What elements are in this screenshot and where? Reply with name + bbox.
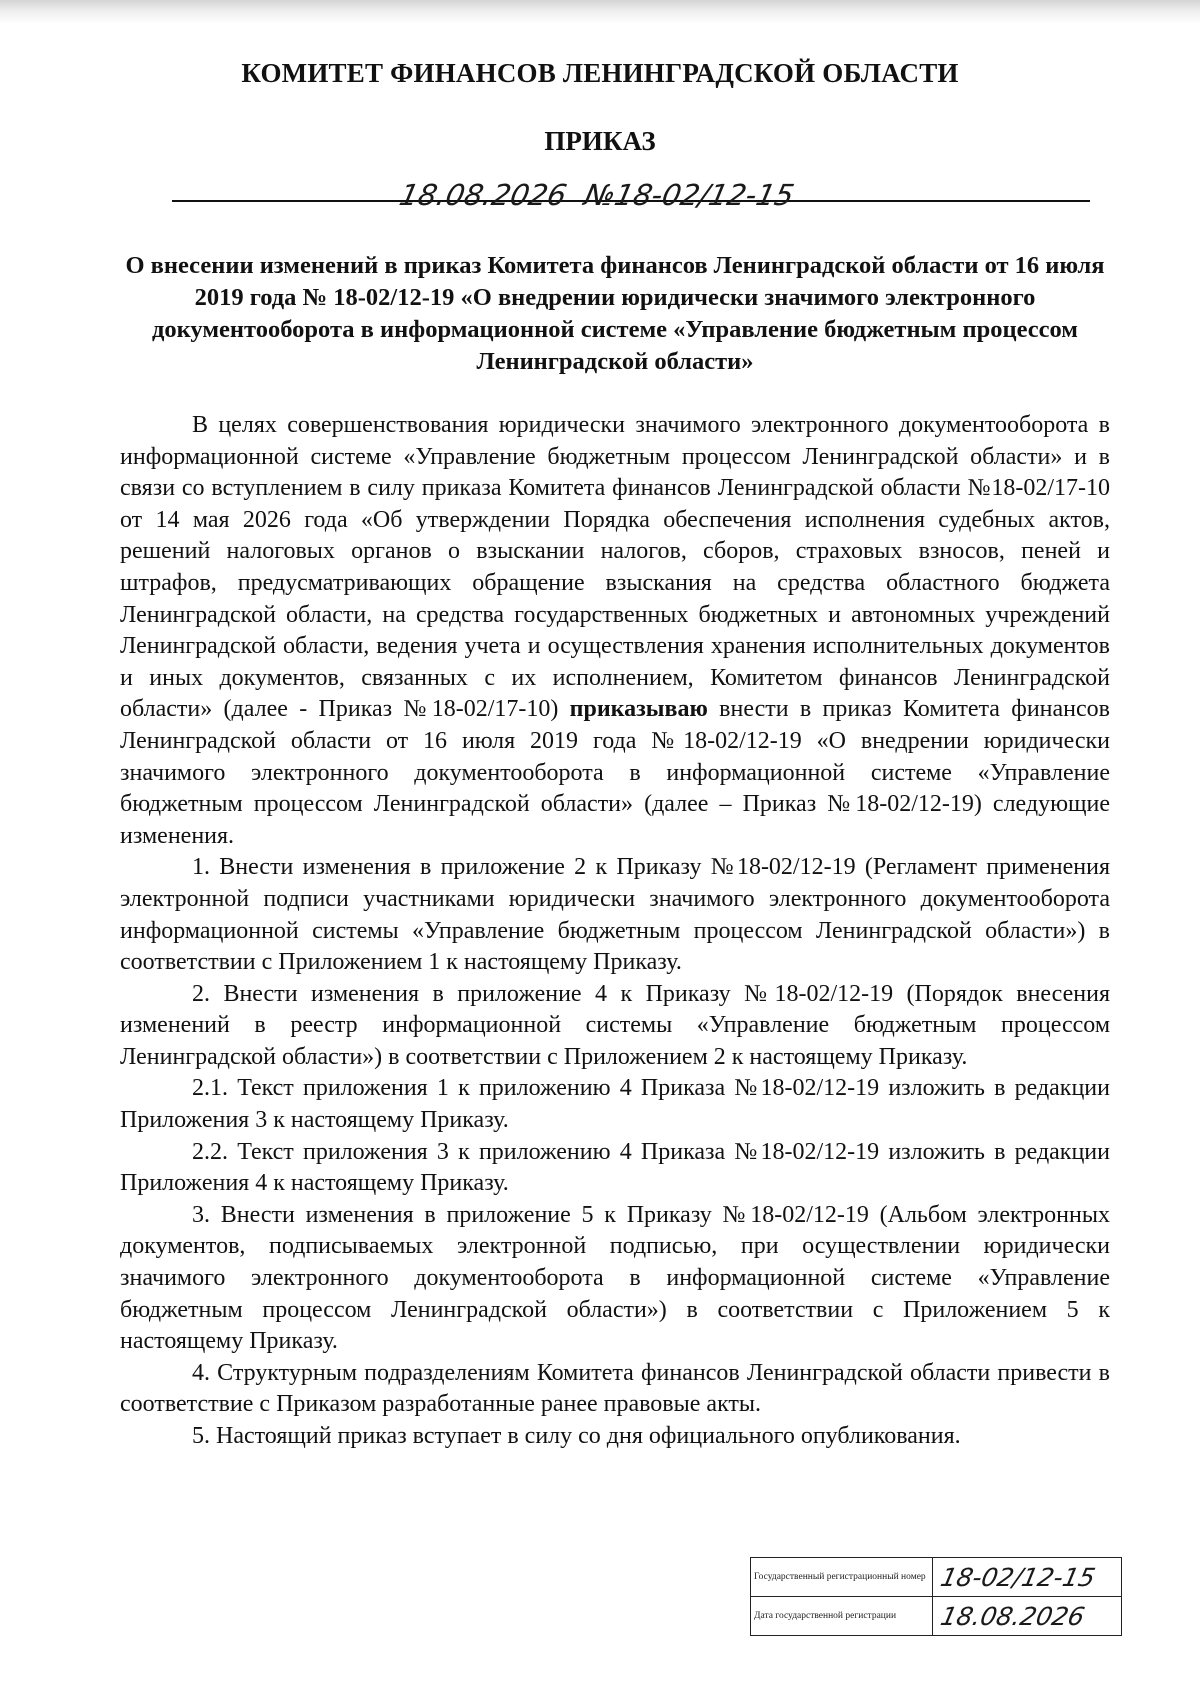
registration-stamp [750, 1557, 1122, 1636]
order-body [120, 410, 1110, 1453]
preamble-paragraph [120, 410, 1110, 852]
stamp-row-number [751, 1558, 1122, 1597]
order-item: 2. Внести изменения в приложение 4 к Приказу №18-02/12-19 (Порядок внесения изменений в реестр информационной системы «Управление бюджетным процессом Ленинградской области») в соответствии с Приложением 2 к настоящему Приказу. [120, 980, 1110, 1070]
preamble-start: В целях совершенствования юридически значимого электронного документооборота в информационной системе «Управление бюджетным процессом Ленинградской области» и в связи со вступлением в силу приказа Комитета финансов Ленинградской области №18-02/17-10 от 14 мая 2026 года «Об утверждении Порядка обеспечения исполнения судебных актов, решений налоговых органов о взыскании налогов, сборов, страховых взносов, пеней и штрафов, предусматривающих обращение взыскания на средства областного бюджета Ленинградской области, на средства государственных бюджетных и автономных учреждений Ленинградской области, ведения учета и осуществления хранения исполнительных документов и иных документов, связанных с их исполнением, Комитетом финансов Ленинградской области» (далее - Приказ №18-02/17-10) [120, 412, 1110, 723]
stamp-row-date [751, 1597, 1122, 1636]
order-item: 4. Структурным подразделениям Комитета финансов Ленинградской области привести в соответствие с Приказом разработанные ранее правовые акты. [120, 1359, 1110, 1418]
order-item: 5. Настоящий приказ вступает в силу со дня официального опубликования. [192, 1423, 961, 1449]
document-type: ПРИКАЗ [544, 126, 656, 156]
preamble-decree-word: приказываю [569, 696, 708, 723]
stamp-number-value: 18-02/12-15 [933, 1558, 1122, 1597]
order-subject: О внесении изменений в приказ Комитета финансов Ленинградской области от 16 июля 2019 года № 18-02/12-19 «О внедрении юридически значимого электронного документооборота в информационной системе «Управление бюджетным процессом Ленинградской области» [125, 252, 1105, 375]
organization-title: КОМИТЕТ ФИНАНСОВ ЛЕНИНГРАДСКОЙ ОБЛАСТИ [241, 58, 959, 88]
stamp-number-label: Государственный регистрационный номер [751, 1558, 933, 1597]
stamp-date-label: Дата государственной регистрации [751, 1597, 933, 1636]
handwritten-number: №18-02/12-15 [581, 178, 798, 212]
order-item: 1. Внести изменения в приложение 2 к Приказу №18-02/12-19 (Регламент применения электронной подписи участниками юридически значимого электронного документооборота информационной системы «Управление бюджетным процессом Ленинградской области») в соответствии с Приложением 1 к настоящему Приказу. [120, 854, 1110, 976]
order-item: 2.2. Текст приложения 3 к приложению 4 Приказа №18-02/12-19 изложить в редакции Приложения 4 к настоящему Приказу. [120, 1138, 1110, 1197]
order-item: 2.1. Текст приложения 1 к приложению 4 Приказа №18-02/12-19 изложить в редакции Приложения 3 к настоящему Приказу. [120, 1075, 1110, 1134]
handwritten-date: 18.08.2026 [396, 178, 570, 212]
order-item: 3. Внести изменения в приложение 5 к Приказу №18-02/12-19 (Альбом электронных документов, подписываемых электронной подписью, при осуществлении юридически значимого электронного документооборота в информационной системе «Управление бюджетным процессом Ленинградской области») в соответствии с Приложением 5 к настоящему Приказу. [120, 1201, 1110, 1355]
stamp-date-value: 18.08.2026 [933, 1597, 1122, 1636]
preamble-end: внести в приказ Комитета финансов Ленинградской области от 16 июля 2019 года №18-02/12-19 «О внедрении юридически значимого электронного документооборота в информационной системе «Управление бюджетным процессом Ленинградской области» (далее – Приказ №18-02/12-19) следующие изменения. [120, 696, 1110, 849]
